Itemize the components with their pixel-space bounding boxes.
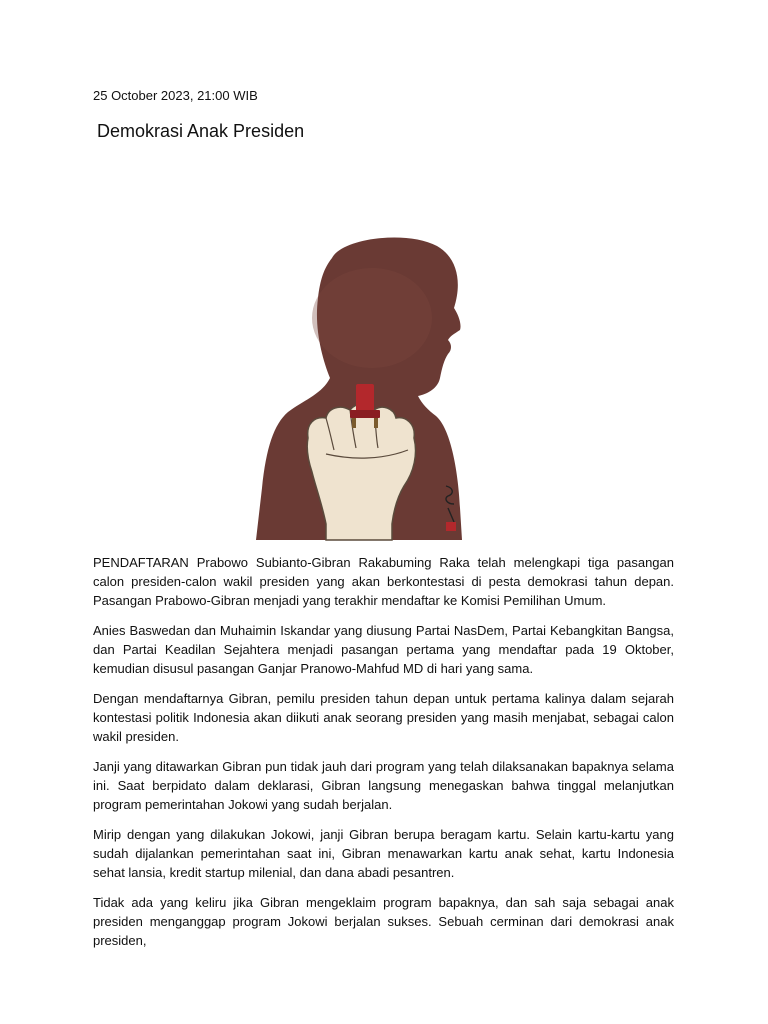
article-paragraph: Dengan mendaftarnya Gibran, pemilu presiden tahun depan untuk pertama kalinya dalam sejarah kontestasi politik Indonesia akan diikuti anak seorang presiden yang masih menjabat, sebagai calon wakil presiden. <box>93 691 674 744</box>
article-paragraph: PENDAFTARAN Prabowo Subianto-Gibran Rakabuming Raka telah melengkapi tiga pasangan calon presiden-calon wakil presiden yang akan berkontestasi di pesta demokrasi tahun depan. Pasangan Prabowo-Gibran menjadi yang terakhir mendaftar ke Komisi Pemilihan Umum. <box>93 555 674 608</box>
article-paragraph: Mirip dengan yang dilakukan Jokowi, janji Gibran berupa beragam kartu. Selain kartu-kartu yang sudah dijalankan pemerintahan saat ini, Gibran menawarkan kartu anak sehat, kartu Indonesia sehat lansia, kredit startup milenial, dan dana abadi pesantren. <box>93 827 674 880</box>
editorial-cartoon <box>222 228 574 540</box>
article-title: Demokrasi Anak Presiden <box>97 121 305 141</box>
article-paragraph: Tidak ada yang keliru jika Gibran mengeklaim program bapaknya, dan sah saja sebagai anak presiden menganggap program Jokowi berjalan sukses. Sebuah cerminan dari demokrasi anak presiden, <box>93 895 674 948</box>
article-body <box>93 553 674 961</box>
article-dateline: 25 October 2023, 21:00 WIB <box>93 88 258 103</box>
silhouette-shading <box>312 268 432 368</box>
article-paragraph: Anies Baswedan dan Muhaimin Iskandar yang diusung Partai NasDem, Partai Kebangkitan Bangsa, dan Partai Keadilan Sejahtera menjadi pasangan pertama yang mendaftar pada 19 Oktober, kemudian disusul pasangan Ganjar Pranowo-Mahfud MD di hari yang sama. <box>93 623 674 676</box>
article-paragraph: Janji yang ditawarkan Gibran pun tidak jauh dari program yang telah dilaksanakan bapaknya selama ini. Saat berpidato dalam deklarasi, Gibran langsung menegaskan bahwa tinggal melanjutkan program pemerintahan Jokowi yang sudah berjalan. <box>93 759 674 812</box>
artist-signature <box>440 482 462 532</box>
